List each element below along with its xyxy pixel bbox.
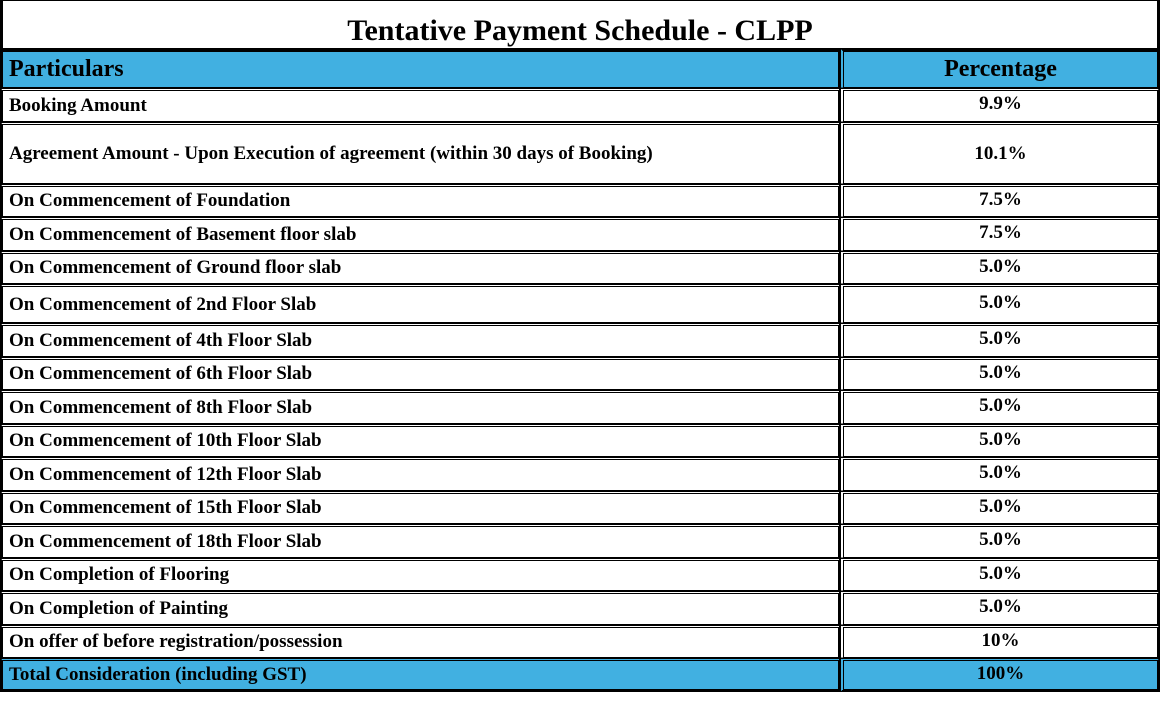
- table-row: [0, 390, 1160, 424]
- table-row: [0, 491, 1160, 525]
- row-percentage: 5.0%: [840, 491, 1160, 525]
- table-row: [0, 457, 1160, 491]
- row-percentage: 5.0%: [840, 524, 1160, 558]
- row-particular: On Commencement of 8th Floor Slab: [0, 390, 840, 424]
- schedule-title: Tentative Payment Schedule - CLPP: [0, 0, 1160, 48]
- table-header-row: [0, 48, 1160, 88]
- row-percentage: 5.0%: [840, 457, 1160, 491]
- table-row: [0, 524, 1160, 558]
- row-percentage: 7.5%: [840, 217, 1160, 251]
- row-percentage: 5.0%: [840, 323, 1160, 357]
- table-row: [0, 251, 1160, 285]
- row-particular: Agreement Amount - Upon Execution of agreement (within 30 days of Booking): [0, 122, 840, 184]
- row-percentage: 5.0%: [840, 390, 1160, 424]
- row-particular: On Commencement of Basement floor slab: [0, 217, 840, 251]
- table-row: [0, 424, 1160, 458]
- row-percentage: 5.0%: [840, 251, 1160, 285]
- table-row: [0, 591, 1160, 625]
- total-row: [0, 658, 1160, 692]
- row-percentage: 7.5%: [840, 184, 1160, 218]
- row-particular: On Commencement of 6th Floor Slab: [0, 357, 840, 391]
- row-percentage: 5.0%: [840, 558, 1160, 592]
- row-percentage: 5.0%: [840, 284, 1160, 323]
- table-row: [0, 323, 1160, 357]
- row-particular: On Completion of Flooring: [0, 558, 840, 592]
- row-particular: Booking Amount: [0, 88, 840, 122]
- header-particulars: Particulars: [0, 48, 840, 88]
- payment-schedule-table: [0, 48, 1160, 692]
- row-particular: On Commencement of Foundation: [0, 184, 840, 218]
- row-particular: On Commencement of 12th Floor Slab: [0, 457, 840, 491]
- table-row: [0, 122, 1160, 184]
- row-percentage: 5.0%: [840, 357, 1160, 391]
- row-percentage: 5.0%: [840, 424, 1160, 458]
- table-row: [0, 88, 1160, 122]
- row-particular: On offer of before registration/possession: [0, 625, 840, 659]
- table-row: [0, 558, 1160, 592]
- table-row: [0, 357, 1160, 391]
- table-row: [0, 184, 1160, 218]
- row-particular: On Commencement of 4th Floor Slab: [0, 323, 840, 357]
- row-percentage: 10%: [840, 625, 1160, 659]
- row-particular: On Commencement of 10th Floor Slab: [0, 424, 840, 458]
- row-particular: On Commencement of 15th Floor Slab: [0, 491, 840, 525]
- total-particular: Total Consideration (including GST): [0, 658, 840, 692]
- row-particular: On Commencement of 18th Floor Slab: [0, 524, 840, 558]
- table-row: [0, 284, 1160, 323]
- total-percentage: 100%: [840, 658, 1160, 692]
- row-particular: On Commencement of 2nd Floor Slab: [0, 284, 840, 323]
- row-particular: On Commencement of Ground floor slab: [0, 251, 840, 285]
- table-row: [0, 217, 1160, 251]
- header-percentage: Percentage: [840, 48, 1160, 88]
- row-percentage: 5.0%: [840, 591, 1160, 625]
- row-percentage: 9.9%: [840, 88, 1160, 122]
- row-particular: On Completion of Painting: [0, 591, 840, 625]
- table-row: [0, 625, 1160, 659]
- row-percentage: 10.1%: [840, 122, 1160, 184]
